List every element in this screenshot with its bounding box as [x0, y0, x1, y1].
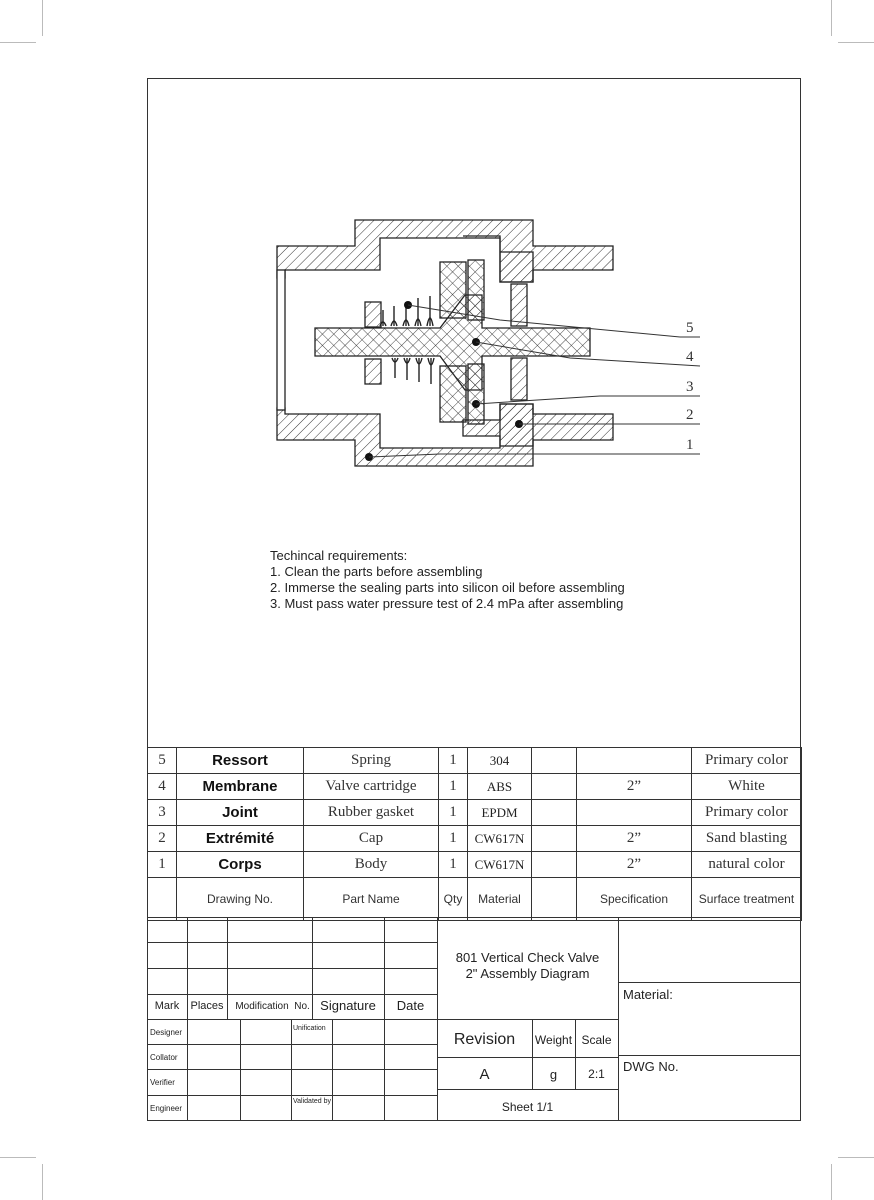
valve-membrane-lower — [440, 366, 466, 422]
bom-cell-material: CW617N — [468, 852, 532, 878]
guide-lower-right — [511, 358, 527, 400]
bom-cell-blank — [532, 774, 577, 800]
bom-cell-blank — [532, 800, 577, 826]
bom-cell-drawing: Corps — [177, 852, 304, 878]
bom-cell-qty: 1 — [439, 748, 468, 774]
bom-header-blank — [148, 878, 177, 921]
guide-lower-left — [365, 359, 381, 384]
bom-cell-name: Rubber gasket — [304, 800, 439, 826]
bom-cell-surface: Primary color — [692, 748, 802, 774]
spring-lower — [392, 358, 434, 384]
bom-cell-qty: 1 — [439, 800, 468, 826]
modification-label: Modification — [235, 1001, 289, 1012]
table-row — [148, 852, 802, 878]
bom-cell-spec: 2” — [577, 852, 692, 878]
engineer-label: Engineer — [150, 1104, 183, 1113]
bom-cell-material: EPDM — [468, 800, 532, 826]
bom-header-surface: Surface treatment — [692, 878, 802, 921]
table-row — [148, 826, 802, 852]
bom-cell-blank — [532, 748, 577, 774]
guide-upper-left — [365, 302, 381, 327]
no-label: No. — [294, 1001, 310, 1012]
drawing-title-line2: 2" Assembly Diagram — [465, 966, 590, 981]
bom-cell-no: 4 — [148, 774, 177, 800]
crop-mark — [831, 1164, 832, 1200]
gasket-upper — [468, 260, 484, 320]
bom-cell-name: Spring — [304, 748, 439, 774]
bom-cell-no: 2 — [148, 826, 177, 852]
bom-cell-surface: Primary color — [692, 800, 802, 826]
scale-label: Scale — [581, 1033, 612, 1047]
drawing-title-line1: 801 Vertical Check Valve — [455, 950, 600, 965]
drawing-title — [437, 950, 618, 982]
callout-label: 2 — [686, 407, 694, 423]
technical-requirements — [270, 548, 625, 612]
bom-cell-surface: natural color — [692, 852, 802, 878]
bom-cell-blank — [532, 852, 577, 878]
bom-header-qty: Qty — [439, 878, 468, 921]
date-label: Date — [396, 998, 425, 1013]
requirement-item: 2. Immerse the sealing parts into silicon oil before assembling — [270, 580, 625, 595]
bom-cell-spec — [577, 800, 692, 826]
bom-header-name: Part Name — [304, 878, 439, 921]
callout-label: 3 — [686, 379, 694, 395]
bom-cell-no: 3 — [148, 800, 177, 826]
table-row — [148, 800, 802, 826]
bom-header-material: Material — [468, 878, 532, 921]
gasket-lower — [468, 364, 484, 424]
bom-cell-surface: White — [692, 774, 802, 800]
spring-upper — [380, 296, 433, 326]
bom-cell-spec — [577, 748, 692, 774]
mark-label: Mark — [154, 1000, 180, 1012]
unification-label: Unification — [293, 1025, 326, 1032]
bom-cell-name: Valve cartridge — [304, 774, 439, 800]
guide-upper-right — [511, 284, 527, 326]
bom-cell-material: ABS — [468, 774, 532, 800]
bom-cell-material: CW617N — [468, 826, 532, 852]
revision-label: Revision — [453, 1031, 516, 1048]
bom-cell-spec: 2” — [577, 774, 692, 800]
requirements-title: Techincal requirements: — [270, 548, 408, 563]
bill-of-materials — [147, 747, 802, 921]
bom-cell-no: 1 — [148, 852, 177, 878]
table-row — [148, 748, 802, 774]
bom-cell-qty: 1 — [439, 852, 468, 878]
table-row — [148, 774, 802, 800]
material-label: Material: — [623, 987, 673, 1002]
verifier-label: Verifier — [150, 1078, 175, 1087]
bom-cell-blank — [532, 826, 577, 852]
crop-mark — [838, 1157, 874, 1158]
body-left-wall — [277, 270, 285, 410]
bom-cell-no: 5 — [148, 748, 177, 774]
bom-cell-material: 304 — [468, 748, 532, 774]
signature-label: Signature — [320, 998, 376, 1013]
bom-cell-name: Body — [304, 852, 439, 878]
places-label: Places — [190, 1000, 224, 1012]
bom-header-blank — [532, 878, 577, 921]
collator-label: Collator — [150, 1053, 178, 1062]
bom-cell-qty: 1 — [439, 774, 468, 800]
dwg-number-label: DWG No. — [623, 1059, 679, 1074]
designer-label: Designer — [150, 1028, 183, 1037]
bom-cell-drawing: Extrémité — [177, 826, 304, 852]
crop-mark — [42, 1164, 43, 1200]
crop-mark — [0, 1157, 36, 1158]
weight-label: Weight — [534, 1033, 573, 1047]
bom-cell-qty: 1 — [439, 826, 468, 852]
valve-membrane-upper — [440, 262, 466, 318]
scale-value: 2:1 — [588, 1067, 605, 1081]
bom-cell-name: Cap — [304, 826, 439, 852]
bom-header-spec: Specification — [577, 878, 692, 921]
table-header-row — [148, 878, 802, 921]
bom-cell-drawing: Ressort — [177, 748, 304, 774]
callout-label: 5 — [686, 320, 694, 336]
bom-cell-drawing: Membrane — [177, 774, 304, 800]
validated-by-label: Validated by — [293, 1098, 332, 1105]
bom-cell-surface: Sand blasting — [692, 826, 802, 852]
callout-label: 4 — [686, 349, 694, 365]
requirement-item: 3. Must pass water pressure test of 2.4 mPa after assembling — [270, 596, 624, 611]
callout-label: 1 — [686, 437, 694, 453]
bom-cell-drawing: Joint — [177, 800, 304, 826]
sheet-label: Sheet 1/1 — [501, 1100, 554, 1114]
bom-header-drawing: Drawing No. — [177, 878, 304, 921]
bom-cell-spec: 2” — [577, 826, 692, 852]
requirement-item: 1. Clean the parts before assembling — [270, 564, 483, 579]
revision-value: A — [479, 1066, 490, 1083]
weight-value: g — [549, 1067, 558, 1082]
